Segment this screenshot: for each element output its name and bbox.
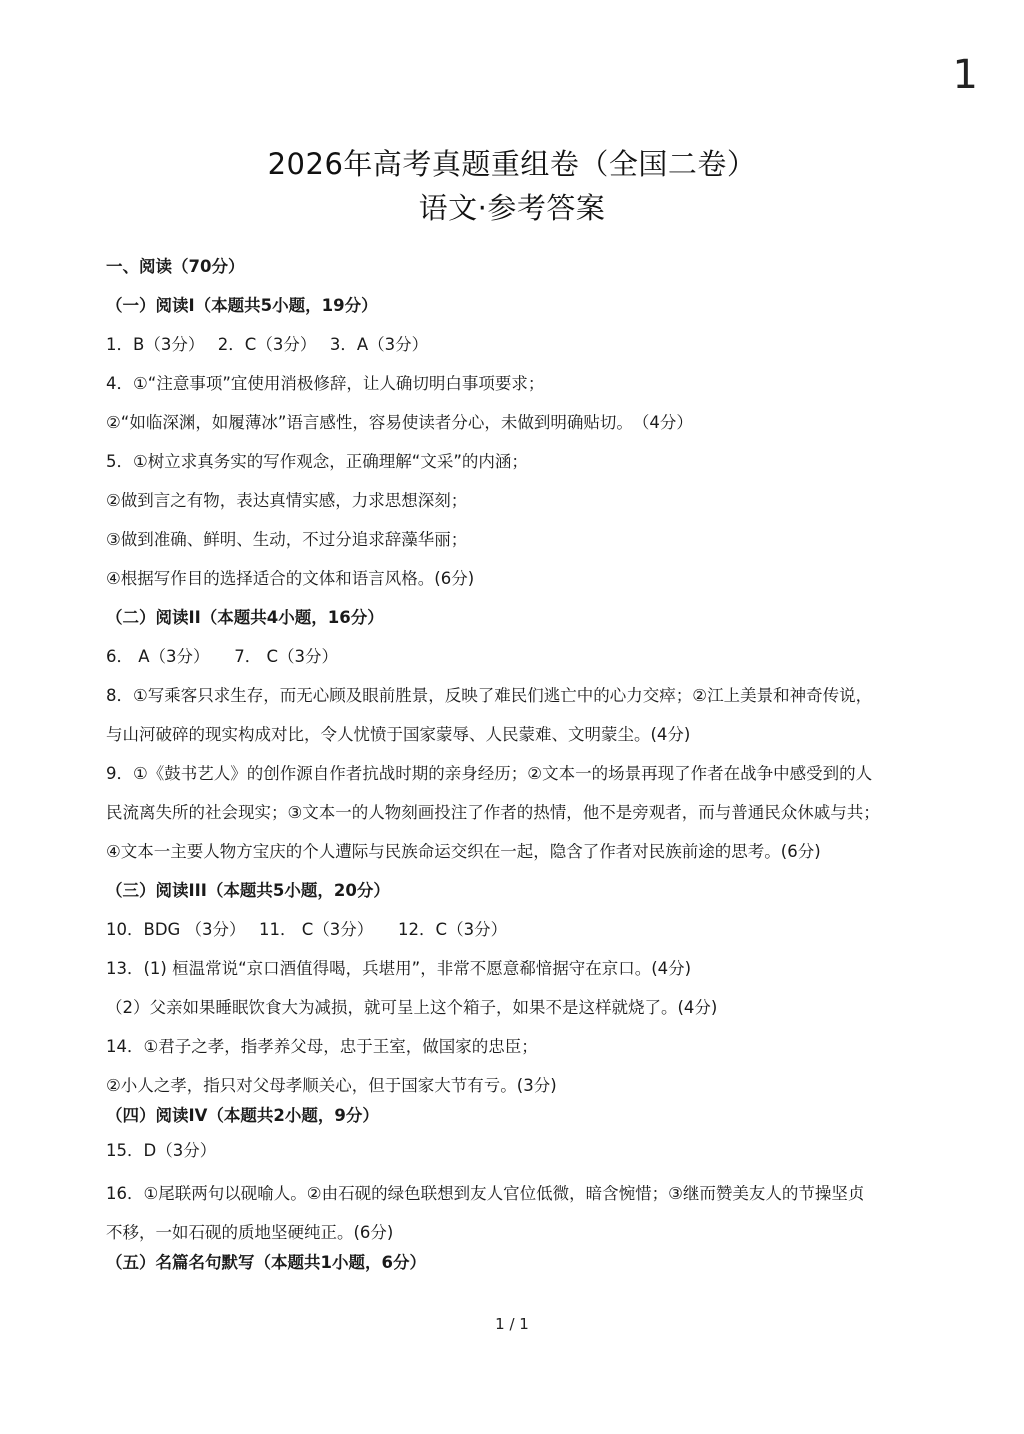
answer-line: 6． A（3分） 7． C（3分） bbox=[106, 647, 339, 666]
subsection-heading: （二）阅读II（本题共4小题，16分） bbox=[106, 608, 384, 627]
answer-line: ②小人之孝，指只对父母孝顺关心，但于国家大节有亏。(3分) bbox=[106, 1076, 557, 1095]
answer-line: 5．①树立求真务实的写作观念，正确理解“文采”的内涵； bbox=[106, 452, 528, 471]
document-title: 2026年高考真题重组卷（全国二卷） bbox=[267, 147, 757, 181]
answer-line: 不移，一如石砚的质地坚硬纯正。(6分) bbox=[106, 1223, 394, 1242]
answer-line: 民流离失所的社会现实；③文本一的人物刻画投注了作者的热情，他不是旁观者，而与普通民众休戚与共； bbox=[106, 803, 880, 822]
answer-line: ③做到准确、鲜明、生动，不过分追求辞藻华丽； bbox=[106, 530, 468, 549]
answer-line: ④文本一主要人物方宝庆的个人遭际与民族命运交织在一起，隐含了作者对民族前途的思考。(6分) bbox=[106, 842, 821, 861]
answer-line: 10．BDG （3分） 11． C（3分） 12．C（3分） bbox=[106, 920, 508, 939]
subsection-heading: （四）阅读IV（本题共2小题，9分） bbox=[106, 1106, 379, 1125]
answer-line: 14．①君子之孝，指孝养父母，忠于王室，做国家的忠臣； bbox=[106, 1037, 538, 1056]
page-marker: 1 bbox=[952, 52, 978, 98]
answer-line: 1．B（3分） 2．C（3分） 3．A（3分） bbox=[106, 335, 429, 354]
answer-line: ④根据写作目的选择适合的文体和语言风格。(6分) bbox=[106, 569, 475, 588]
answer-line: ②“如临深渊，如履薄冰”语言感性，容易使读者分心，未做到明确贴切。 （4分） bbox=[106, 413, 693, 432]
page-number-footer: 1 / 1 bbox=[495, 1315, 529, 1333]
section-heading: 一、阅读（70分） bbox=[106, 257, 245, 276]
answer-line: 15．D（3分） bbox=[106, 1141, 217, 1160]
document-subtitle: 语文·参考答案 bbox=[418, 191, 606, 225]
subsection-heading: （一）阅读I（本题共5小题，19分） bbox=[106, 296, 378, 315]
answer-line: （2）父亲如果睡眠饮食大为减损，就可呈上这个箱子，如果不是这样就烧了。(4分) bbox=[106, 998, 718, 1017]
answer-line: 与山河破碎的现实构成对比，令人忧愤于国家蒙辱、人民蒙难、文明蒙尘。(4分) bbox=[106, 725, 691, 744]
answer-line: 8．①写乘客只求生存，而无心顾及眼前胜景，反映了难民们逃亡中的心力交瘁；②江上美景和神奇传说， bbox=[106, 686, 873, 705]
subsection-heading: （五）名篇名句默写（本题共1小题，6分） bbox=[106, 1253, 426, 1272]
answer-line: 16．①尾联两句以砚喻人。②由石砚的绿色联想到友人官位低微，暗含惋惜；③继而赞美友人的节操坚贞 bbox=[106, 1184, 865, 1203]
answer-line: 4．①“注意事项”宜使用消极修辞，让人确切明白事项要求； bbox=[106, 374, 545, 393]
answer-line: ②做到言之有物，表达真情实感，力求思想深刻； bbox=[106, 491, 468, 510]
answer-line: 9．①《鼓书艺人》的创作源自作者抗战时期的亲身经历；②文本一的场景再现了作者在战争中感受到的人 bbox=[106, 764, 873, 783]
answer-line: 13．(1) 桓温常说“京口酒值得喝，兵堪用”，非常不愿意郗愔据守在京口。(4分) bbox=[106, 959, 692, 978]
subsection-heading: （三）阅读III（本题共5小题，20分） bbox=[106, 881, 390, 900]
